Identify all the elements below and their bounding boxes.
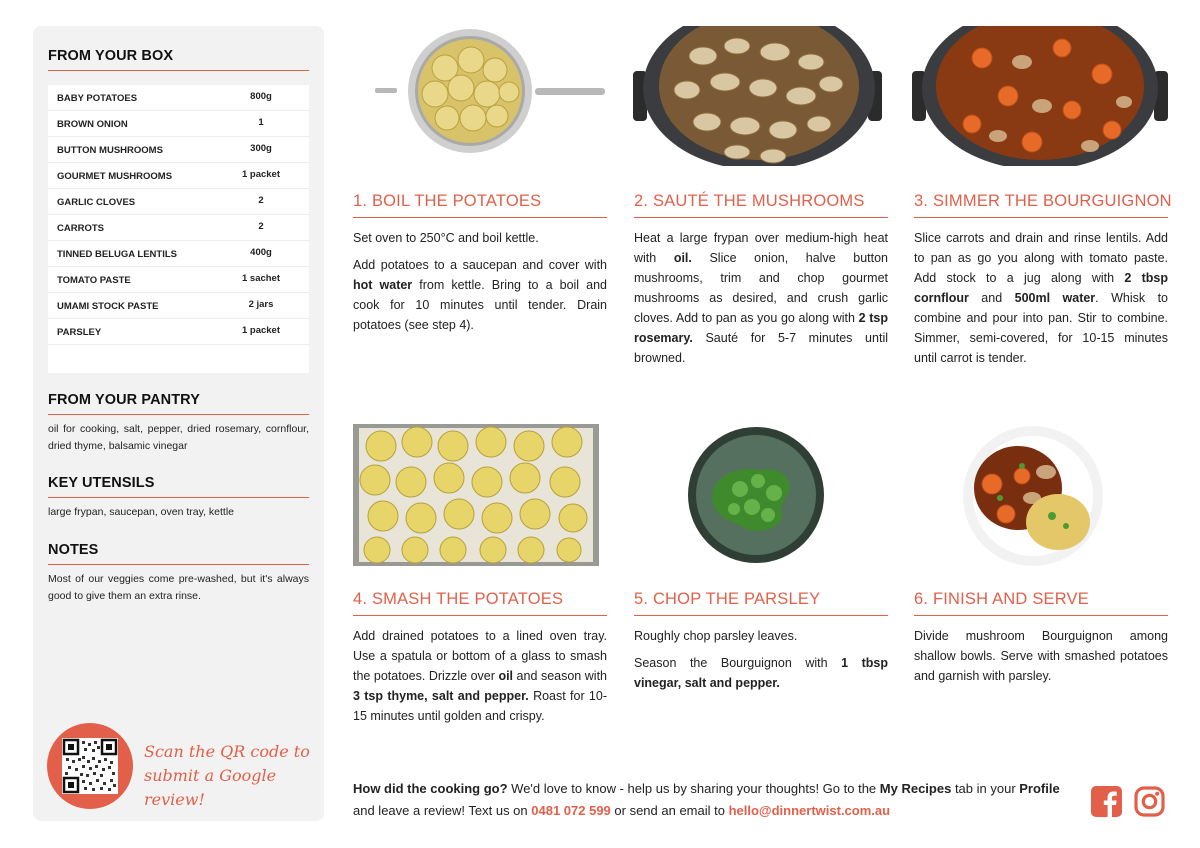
email-link[interactable]: hello@dinnertwist.com.au bbox=[728, 803, 891, 818]
bold-text: oil bbox=[498, 669, 514, 683]
ingredient-qty: 2 bbox=[258, 195, 264, 206]
step1-body bbox=[353, 228, 607, 342]
step2-body bbox=[634, 228, 888, 375]
divider bbox=[634, 615, 888, 616]
step3-body bbox=[914, 228, 1168, 375]
notes-heading: NOTES bbox=[48, 542, 99, 558]
utensils-heading: KEY UTENSILS bbox=[48, 475, 155, 491]
text: Slice carrots and drain and rinse lentils. Add to pan as go you along with tomato paste. Add stock to a jug along with bbox=[914, 231, 1168, 285]
ingredient-name: BABY POTATOES bbox=[57, 93, 138, 104]
divider bbox=[914, 615, 1168, 616]
ingredient-row bbox=[48, 267, 309, 293]
my-recipes-link[interactable]: My Recipes bbox=[879, 781, 952, 796]
ingredient-name: TINNED BELUGA LENTILS bbox=[57, 249, 177, 260]
ingredient-name: GARLIC CLOVES bbox=[57, 197, 136, 208]
utensils-text: large frypan, saucepan, oven tray, kettle bbox=[48, 506, 234, 518]
ingredient-qty: 1 packet bbox=[241, 325, 281, 336]
bold-text: hot water bbox=[353, 278, 413, 292]
ingredient-qty: 400g bbox=[250, 247, 272, 258]
bold-text: 3 tsp thyme, salt and pepper. bbox=[353, 689, 529, 703]
step5-image bbox=[688, 427, 824, 563]
step1-title: 1. BOIL THE POTATOES bbox=[353, 192, 542, 210]
divider bbox=[48, 564, 309, 565]
text: and season with bbox=[513, 669, 608, 683]
ingredients-sidebar bbox=[33, 26, 324, 821]
step5-body bbox=[634, 626, 888, 700]
step1-image bbox=[375, 26, 607, 166]
text: from kettle. Bring to a boil and cook for 10 minutes until tender. Drain potatoes (see step 4). bbox=[353, 278, 608, 332]
bold-text: 500ml water bbox=[1014, 291, 1096, 305]
step6-para: Divide mushroom Bourguignon among shallow bowls. Serve with smashed potatoes and garnish with parsley. bbox=[914, 629, 1168, 683]
bold-text: 2 tbsp cornflour bbox=[914, 271, 1168, 305]
ingredient-name: BUTTON MUSHROOMS bbox=[57, 145, 163, 156]
ingredient-qty: 1 sachet bbox=[241, 273, 281, 284]
text: Slice onion, halve button mushrooms, trim and chop gourmet mushrooms as desired, and crush garlic cloves. Add to pan as you go along with bbox=[634, 251, 888, 325]
step5-para bbox=[634, 653, 888, 693]
ingredient-qty: 1 packet bbox=[241, 169, 281, 180]
step2-title: 2. SAUTÉ THE MUSHROOMS bbox=[634, 192, 865, 210]
ingredient-row bbox=[48, 137, 309, 163]
ingredient-row bbox=[48, 319, 309, 345]
divider bbox=[48, 414, 309, 415]
qr-code[interactable] bbox=[62, 738, 118, 794]
ingredient-row bbox=[48, 241, 309, 267]
step4-body bbox=[353, 626, 607, 733]
ingredient-name: BROWN ONION bbox=[57, 119, 128, 130]
step4-image bbox=[353, 424, 599, 566]
step1-para: Set oven to 250°C and boil kettle. bbox=[353, 231, 539, 245]
phone-number[interactable]: 0481 072 599 bbox=[531, 803, 611, 818]
ingredient-qty: 800g bbox=[250, 91, 272, 102]
qr-badge bbox=[47, 723, 133, 809]
instagram-icon[interactable] bbox=[1134, 786, 1165, 817]
step2-image bbox=[633, 26, 888, 166]
ingredient-row bbox=[48, 111, 309, 137]
ingredient-row bbox=[48, 163, 309, 189]
bold-text: 1 tbsp vinegar, salt and pepper. bbox=[634, 656, 888, 690]
ingredient-name: GOURMET MUSHROOMS bbox=[57, 171, 173, 182]
ingredient-qty: 300g bbox=[250, 143, 272, 154]
divider bbox=[353, 615, 607, 616]
step3-title: 3. SIMMER THE BOURGUIGNON bbox=[914, 192, 1172, 210]
step5-title: 5. CHOP THE PARSLEY bbox=[634, 590, 821, 608]
text: We'd love to know - help us by sharing your thoughts! Go to the bbox=[507, 781, 880, 796]
step6-image bbox=[962, 426, 1104, 566]
qr-line: Scan the QR code to bbox=[144, 742, 310, 761]
ingredient-qty: 2 jars bbox=[248, 299, 274, 310]
qr-line: submit a Google review! bbox=[144, 766, 277, 809]
from-box-heading: FROM YOUR BOX bbox=[48, 48, 174, 64]
review-footer bbox=[353, 778, 1073, 822]
text: Add drained potatoes to a lined oven tray. Use a spatula or bottom of a glass to smash the potatoes. Drizzle over bbox=[353, 629, 607, 683]
text: and leave a review! Text us on bbox=[353, 803, 532, 818]
divider bbox=[634, 217, 888, 218]
facebook-icon[interactable] bbox=[1091, 786, 1122, 817]
ingredient-row bbox=[48, 189, 309, 215]
divider bbox=[48, 70, 309, 71]
bold-text: 2 tsp rosemary. bbox=[634, 311, 888, 345]
step4-para bbox=[353, 626, 607, 726]
ingredient-name: UMAMI STOCK PASTE bbox=[57, 301, 159, 312]
divider bbox=[914, 217, 1168, 218]
step3-para bbox=[914, 228, 1168, 368]
step3-image bbox=[912, 26, 1168, 166]
ingredient-row bbox=[48, 293, 309, 319]
ingredient-name: CARROTS bbox=[57, 223, 104, 234]
text: Roast for 10-15 minutes until golden and crispy. bbox=[353, 689, 607, 723]
text: tab in your bbox=[951, 781, 1020, 796]
notes-text: Most of our veggies come pre-washed, but it's always good to give them an extra rinse. bbox=[48, 573, 309, 602]
profile-link[interactable]: Profile bbox=[1019, 781, 1060, 796]
ingredient-qty: 1 bbox=[258, 117, 264, 128]
bold-text: oil. bbox=[673, 251, 692, 265]
text: Add potatoes to a saucepan and cover with bbox=[353, 258, 607, 272]
ingredient-row bbox=[48, 85, 309, 111]
step1-para bbox=[353, 255, 607, 335]
qr-review-text bbox=[144, 740, 314, 812]
ingredient-name: TOMATO PASTE bbox=[57, 275, 131, 286]
text: and bbox=[968, 291, 1015, 305]
divider bbox=[353, 217, 607, 218]
text: Season the Bourguignon with bbox=[634, 656, 842, 670]
ingredients-table bbox=[48, 85, 309, 373]
text: or send an email to bbox=[610, 803, 729, 818]
ingredient-name: PARSLEY bbox=[57, 327, 102, 338]
step5-para: Roughly chop parsley leaves. bbox=[634, 629, 798, 643]
pantry-heading: FROM YOUR PANTRY bbox=[48, 392, 200, 408]
pantry-text: oil for cooking, salt, pepper, dried rosemary, cornflour, dried thyme, balsamic vinegar bbox=[48, 423, 309, 452]
text: Sauté for 5-7 minutes until browned. bbox=[634, 331, 888, 365]
step4-title: 4. SMASH THE POTATOES bbox=[353, 590, 564, 608]
text: Heat a large frypan over medium-high heat with bbox=[634, 231, 888, 265]
ingredient-row bbox=[48, 215, 309, 241]
text: . Whisk to combine and pour into pan. Stir to combine. Simmer, semi-covered, for 10-15 minutes until carrot is tender. bbox=[914, 291, 1168, 365]
divider bbox=[48, 497, 309, 498]
step2-para bbox=[634, 228, 888, 368]
step6-title: 6. FINISH AND SERVE bbox=[914, 590, 1089, 608]
step6-body bbox=[914, 626, 1168, 693]
ingredient-qty: 2 bbox=[258, 221, 264, 232]
footer-question: How did the cooking go? bbox=[353, 781, 508, 796]
